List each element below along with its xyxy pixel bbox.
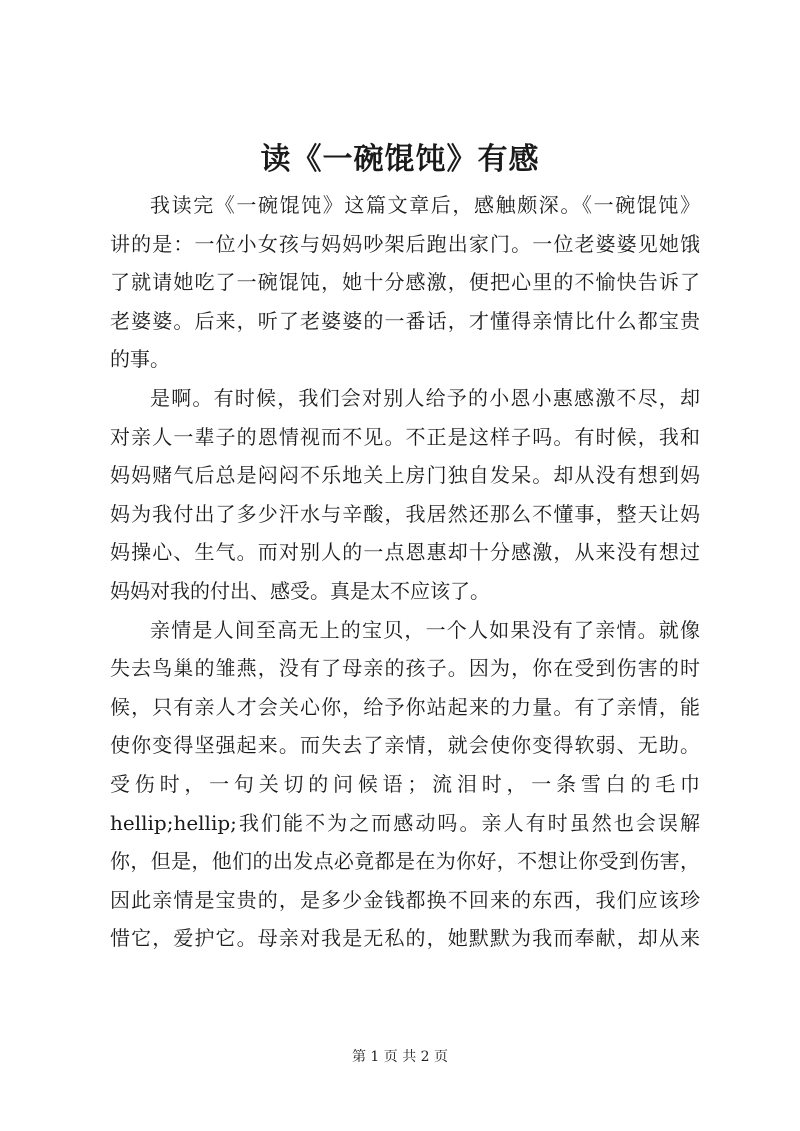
text-line: 失去鸟巢的雏燕，没有了母亲的孩子。因为，你在受到伤害的时 <box>110 656 700 681</box>
text-line: 我读完《一碗馄饨》这篇文章后，感触颇深。《一碗馄饨》 <box>150 193 700 217</box>
text-line: 老婆婆。后来，听了老婆婆的一番话，才懂得亲情比什么都宝贵 <box>110 308 700 333</box>
text-line: 妈为我付出了多少汗水与辛酸，我居然还那么不懂事，整天让妈 <box>110 501 700 526</box>
text-line: 了就请她吃了一碗馄饨，她十分感激，便把心里的不愉快告诉了 <box>110 270 700 295</box>
text-line: 妈妈赌气后总是闷闷不乐地关上房门独自发呆。却从没有想到妈 <box>110 463 700 488</box>
text-line: 亲情是人间至高无上的宝贝，一个人如果没有了亲情。就像 <box>150 617 700 642</box>
text-line: 的事。 <box>110 347 170 372</box>
text-line: 对亲人一辈子的恩情视而不见。不正是这样子吗。有时候，我和 <box>110 424 700 449</box>
text-line: 受伤时，一句关切的问候语；流泪时，一条雪白的毛巾 <box>110 771 700 796</box>
text-line: 候，只有亲人才会关心你，给予你站起来的力量。有了亲情，能 <box>110 694 700 719</box>
text-line: 使你变得坚强起来。而失去了亲情，就会使你变得软弱、无助。 <box>110 733 700 758</box>
text-line: 因此亲情是宝贵的，是多少金钱都换不回来的东西，我们应该珍 <box>110 887 700 912</box>
page-footer: 第 1 页 共 2 页 <box>351 1049 449 1065</box>
text-line: 是啊。有时候，我们会对别人给予的小恩小惠感激不尽，却 <box>150 385 700 410</box>
text-line: 你，但是，他们的出发点必竟都是在为你好，不想让你受到伤害， <box>110 849 700 874</box>
text-line: 妈妈对我的付出、感受。真是太不应该了。 <box>110 578 490 603</box>
document-title: 读《一碗馄饨》有感 <box>260 142 540 177</box>
text-line: hellip;hellip;我们能不为之而感动吗。亲人有时虽然也会误解 <box>110 810 700 835</box>
text-line: 妈操心、生气。而对别人的一点恩惠却十分感激，从来没有想过 <box>110 540 700 565</box>
text-line: 惜它，爱护它。母亲对我是无私的，她默默为我而奉献，却从来 <box>110 926 700 951</box>
text-line: 讲的是：一位小女孩与妈妈吵架后跑出家门。一位老婆婆见她饿 <box>110 231 700 256</box>
document-body <box>110 186 700 958</box>
